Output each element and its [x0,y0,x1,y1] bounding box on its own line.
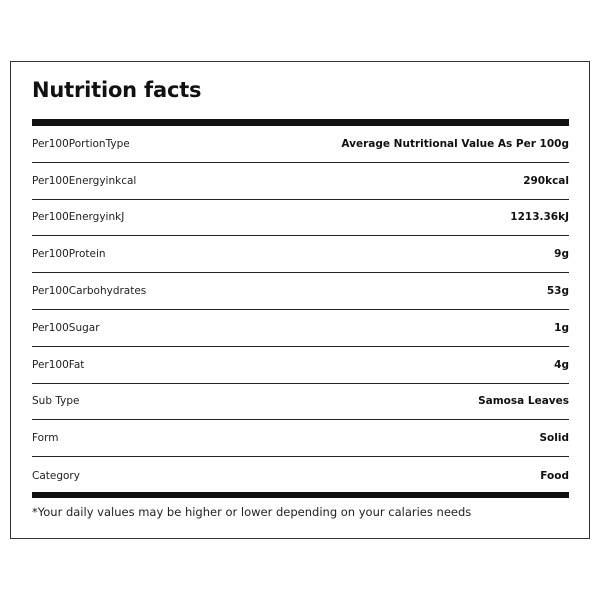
row-label: Per100Protein [32,248,106,261]
row-value: 4g [554,358,569,371]
table-row-sugar [32,310,569,347]
row-label: Per100Sugar [32,321,100,334]
row-value: 53g [546,285,569,298]
row-label: Per100Carbohydrates [32,285,147,298]
row-value: 1g [554,321,569,334]
table-row-energy-kcal [32,163,569,200]
row-label: Form [32,432,59,445]
row-value: 290kcal [523,174,569,187]
row-value: Food [540,469,569,482]
table-row-sub-type [32,384,569,421]
nutrition-table [32,126,569,494]
table-row-protein [32,236,569,273]
row-label: Per100PortionType [32,137,130,150]
row-label: Per100Fat [32,358,85,371]
nutrition-facts-title: Nutrition facts [32,78,202,102]
bottom-divider-bar [32,492,569,498]
row-value: 9g [554,248,569,261]
row-label: Sub Type [32,395,80,408]
table-row-form [32,420,569,457]
row-value: Samosa Leaves [478,395,569,408]
footnote: *Your daily values may be higher or lower depending on your calaries needs [32,505,472,519]
table-row-portion-type [32,126,569,163]
row-value: Solid [539,432,569,445]
row-value: 1213.36kJ [510,211,569,224]
table-row-energy-kj [32,200,569,237]
row-label: Category [32,469,80,482]
table-row-fat [32,347,569,384]
nutrition-facts-card [10,61,590,539]
row-label: Per100Energyinkcal [32,174,137,187]
row-value: Average Nutritional Value As Per 100g [341,137,569,150]
top-divider-bar [32,119,569,126]
table-row-category [32,457,569,494]
row-label: Per100EnergyinkJ [32,211,125,224]
table-row-carbohydrates [32,273,569,310]
